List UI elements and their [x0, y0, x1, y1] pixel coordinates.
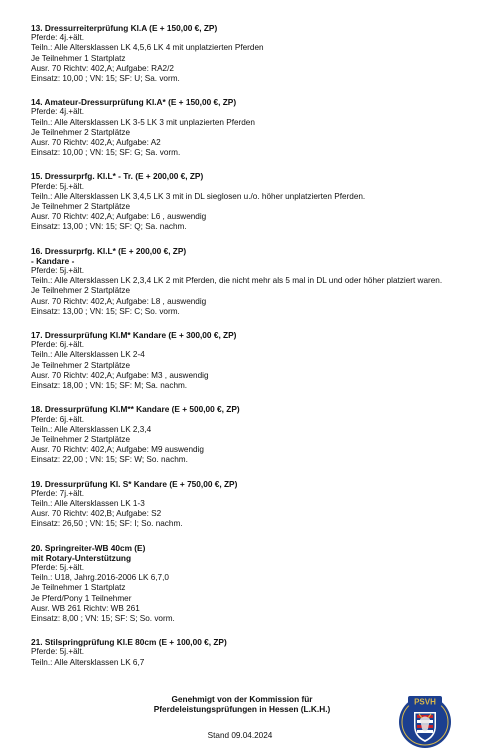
competition-detail-line: Teiln.: Alle Altersklassen LK 3-5 LK 3 mit unplazierten Pferden: [31, 117, 255, 127]
competition-entry: [31, 97, 471, 158]
competition-detail-line: Ausr. 70 Richtv: 402,A; Aufgabe: RA2/2: [31, 63, 174, 73]
competition-entry: [31, 404, 471, 465]
competition-detail-line: Je Teilnehmer 1 Startplatz: [31, 583, 126, 593]
competition-detail-line: Einsatz: 22,00 ; VN: 15; SF: W; So. nachm.: [31, 455, 188, 465]
competition-detail-line: Einsatz: 10,00 ; VN: 15; SF: G; Sa. vorm.: [31, 148, 181, 158]
competition-detail-line: Einsatz: 13,00 ; VN: 15; SF: C; So. vorm.: [31, 306, 180, 316]
competition-detail-line: Je Teilnehmer 2 Startplätze: [31, 286, 131, 296]
competition-title: 20. Springreiter-WB 40cm (E): [31, 542, 146, 553]
competition-detail-line: Pferde: 5j.+ält.: [31, 181, 85, 191]
competition-detail-line: Einsatz: 26,50 ; VN: 15; SF: I; So. nachm.: [31, 519, 183, 529]
competition-title: 21. Stilspringprüfung Kl.E 80cm (E + 100,00 €, ZP): [31, 637, 227, 648]
competition-detail-line: Pferde: 7j.+ält.: [31, 488, 85, 498]
competition-entry: [31, 330, 471, 391]
competition-detail-line: Teiln.: U18, Jahrg.2016-2006 LK 6,7,0: [31, 573, 169, 583]
competition-title: 19. Dressurprüfung Kl. S* Kandare (E + 750,00 €, ZP): [31, 478, 238, 489]
approval-line-1: Genehmigt von der Kommission für: [171, 694, 313, 704]
competition-entry: [31, 171, 471, 232]
competition-entry: [31, 23, 471, 84]
approval-note: [122, 694, 362, 715]
competition-detail-line: Einsatz: 13,00 ; VN: 15; SF: Q; Sa. nachm.: [31, 222, 187, 232]
competition-title: 17. Dressurprüfung Kl.M* Kandare (E + 300,00 €, ZP): [31, 330, 237, 341]
competition-title: 18. Dressurprüfung Kl.M** Kandare (E + 500,00 €, ZP): [31, 404, 240, 415]
competition-subtitle: - Kandare -: [31, 255, 75, 266]
competition-detail-line: Je Pferd/Pony 1 Teilnehmer: [31, 593, 132, 603]
competition-detail-line: Ausr. 70 Richtv: 402,B; Aufgabe: S2: [31, 509, 162, 519]
competition-detail-line: Ausr. 70 Richtv: 402,A; Aufgabe: M3 , auswendig: [31, 370, 209, 380]
competition-detail-line: Ausr. 70 Richtv: 402,A; Aufgabe: L8 , auswendig: [31, 296, 207, 306]
competition-detail-line: Ausr. WB 261 Richtv: WB 261: [31, 603, 140, 613]
competition-detail-line: Ausr. 70 Richtv: 402,A; Aufgabe: A2: [31, 138, 161, 148]
competition-detail-line: Pferde: 4j.+ält.: [31, 107, 85, 117]
competition-title: 16. Dressurprfg. Kl.L* (E + 200,00 €, ZP): [31, 245, 187, 256]
competition-detail-line: Ausr. 70 Richtv: 402,A; Aufgabe: M9 auswendig: [31, 445, 204, 455]
competition-detail-line: Teiln.: Alle Altersklassen LK 3,4,5 LK 3 mit in DL sieglosen u./o. höher unplatzierten Pferden.: [31, 191, 366, 201]
competition-detail-line: Teiln.: Alle Altersklassen LK 2-4: [31, 350, 145, 360]
approval-line-2: Pferdeleistungsprüfungen in Hessen (L.K.H.): [153, 704, 331, 715]
psvh-logo-icon: [397, 693, 453, 749]
competition-detail-line: Einsatz: 18,00 ; VN: 15; SF: M; Sa. nachm.: [31, 381, 188, 391]
competition-detail-line: Je Teilnehmer 2 Startplätze: [31, 127, 131, 137]
competition-entry: [31, 637, 471, 668]
competition-detail-line: Pferde: 6j.+ält.: [31, 340, 85, 350]
competition-list: [31, 23, 471, 681]
competition-detail-line: Pferde: 5j.+ält.: [31, 562, 85, 572]
competition-detail-line: Pferde: 5j.+ält.: [31, 266, 85, 276]
competition-detail-line: Teiln.: Alle Altersklassen LK 6,7: [31, 657, 145, 667]
competition-detail-line: Teiln.: Alle Altersklassen LK 4,5,6 LK 4 mit unplatzierten Pferden: [31, 43, 264, 53]
competition-detail-line: Je Teilnehmer 2 Startplätze: [31, 360, 131, 370]
competition-detail-line: Teiln.: Alle Altersklassen LK 1-3: [31, 498, 145, 508]
competition-entry: [31, 479, 471, 530]
competition-detail-line: Je Teilnehmer 1 Startplatz: [31, 53, 126, 63]
competition-entry: [31, 246, 471, 317]
competition-title: 13. Dressurreiterprüfung Kl.A (E + 150,00 €, ZP): [31, 23, 218, 33]
competition-title: 14. Amateur-Dressurprüfung Kl.A* (E + 150,00 €, ZP): [31, 97, 237, 108]
svg-text:PSVH: PSVH: [414, 697, 436, 707]
competition-detail-line: Je Teilnehmer 2 Startplätze: [31, 434, 131, 444]
competition-detail-line: Ausr. 70 Richtv: 402,A; Aufgabe: L6 , auswendig: [31, 212, 207, 222]
competition-subtitle: mit Rotary-Unterstützung: [31, 552, 132, 563]
competition-detail-line: Pferde: 6j.+ält.: [31, 414, 85, 424]
competition-detail-line: Je Teilnehmer 2 Startplätze: [31, 202, 131, 212]
competition-detail-line: Pferde: 4j.+ält.: [31, 33, 85, 43]
competition-detail-line: Einsatz: 10,00 ; VN: 15; SF: U; Sa. vorm.: [31, 74, 180, 84]
competition-detail-line: Teiln.: Alle Altersklassen LK 2,3,4: [31, 424, 152, 434]
competition-entry: [31, 543, 471, 625]
competition-detail-line: Einsatz: 8,00 ; VN: 15; SF: S; So. vorm.: [31, 613, 175, 623]
stand-date: Stand 09.04.2024: [207, 731, 273, 740]
competition-detail-line: Pferde: 5j.+ält.: [31, 647, 85, 657]
competition-detail-line: Teiln.: Alle Altersklassen LK 2,3,4 LK 2 mit Pferden, die nicht mehr als 5 mal in DL und oder höher platziert waren.: [31, 276, 443, 286]
competition-title: 15. Dressurprfg. Kl.L* - Tr. (E + 200,00 €, ZP): [31, 171, 204, 182]
